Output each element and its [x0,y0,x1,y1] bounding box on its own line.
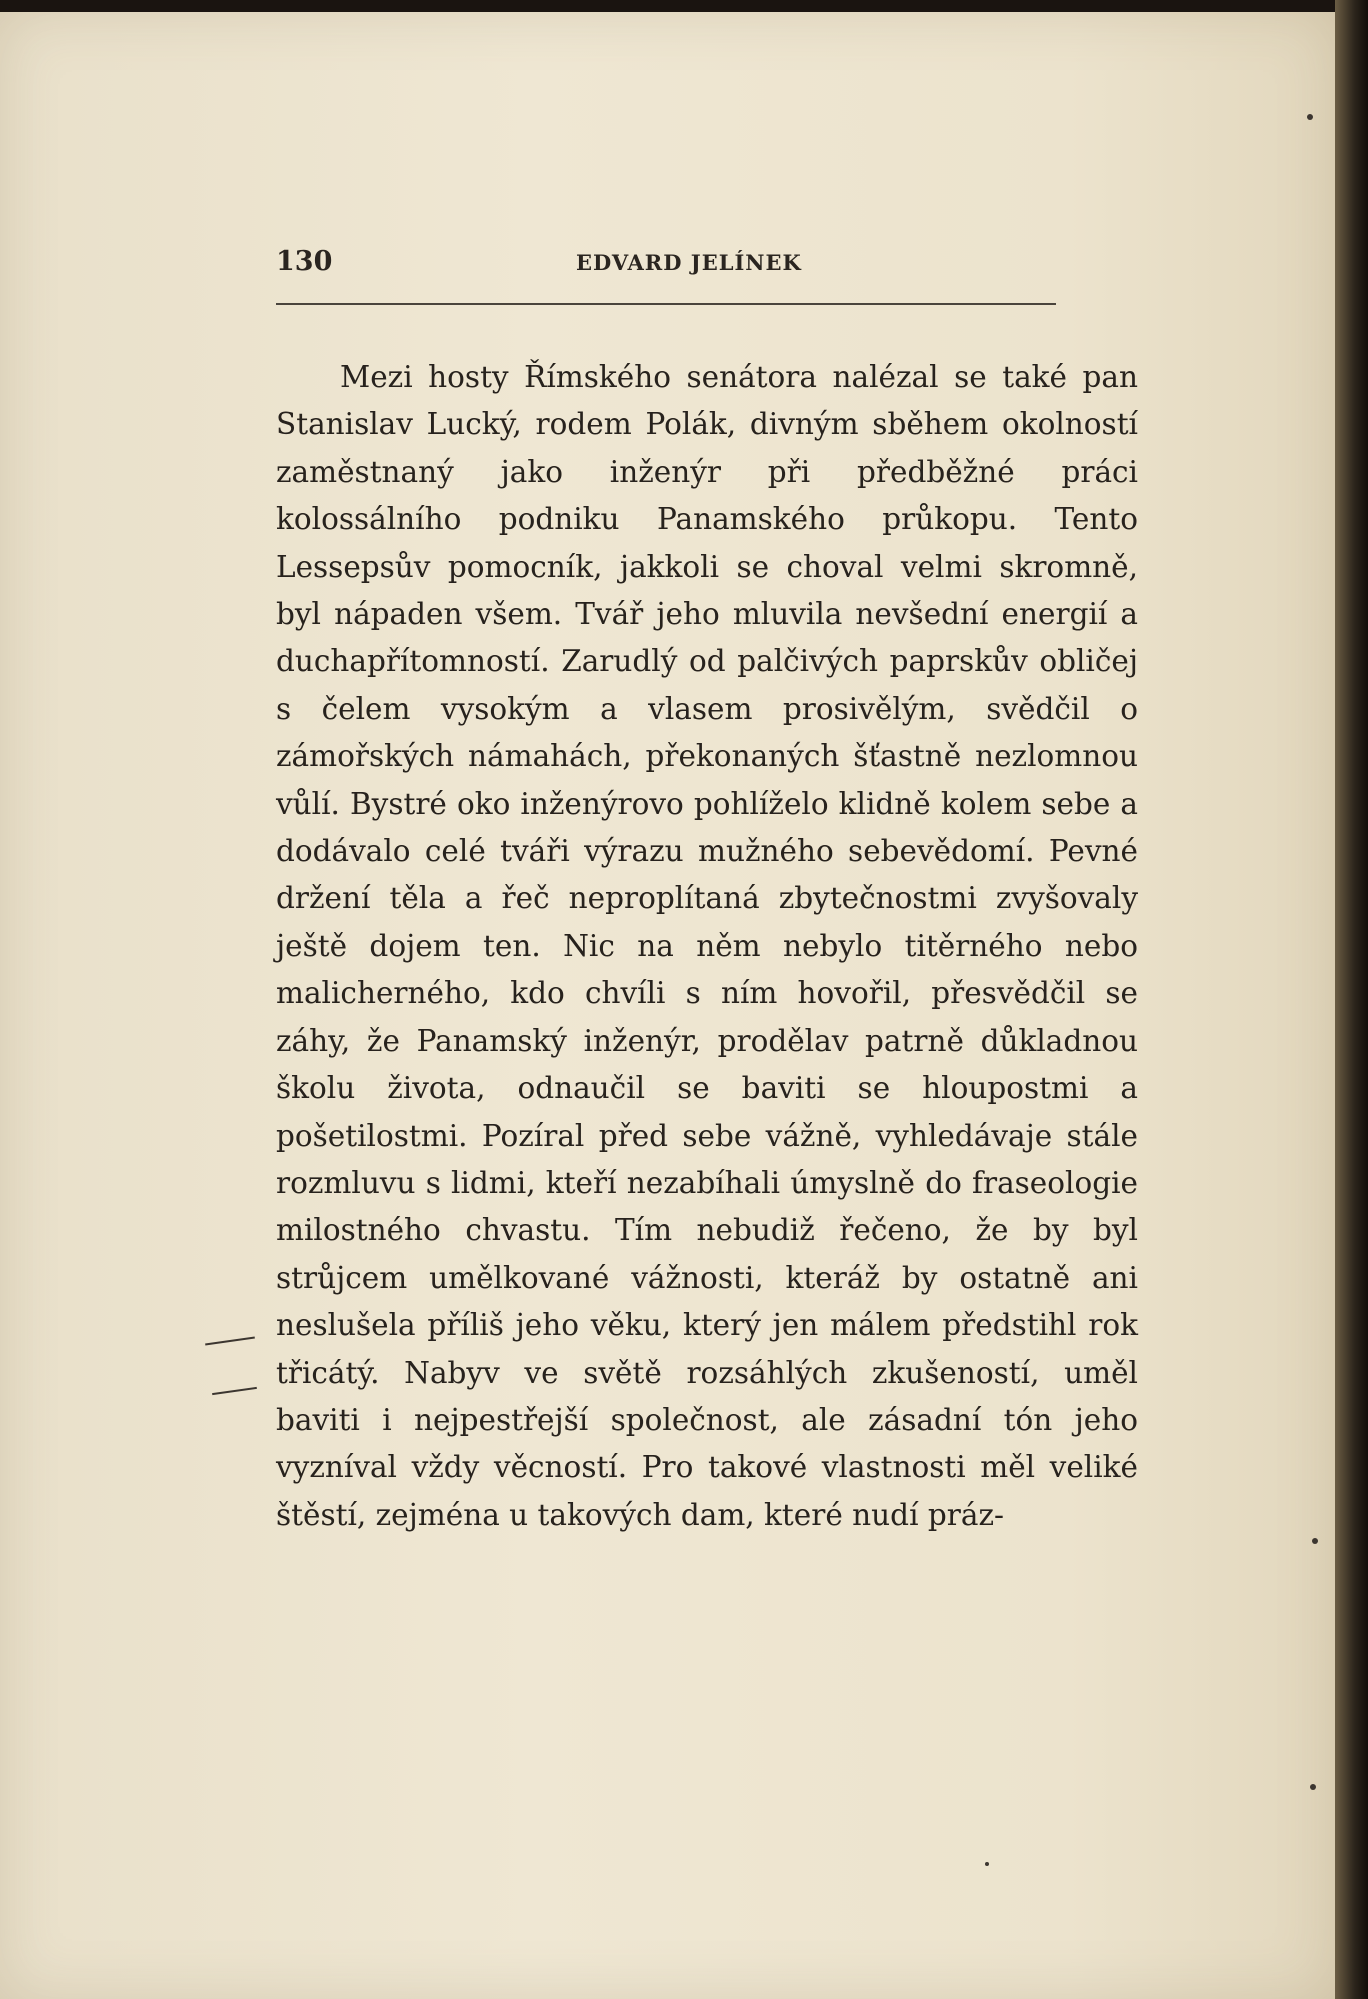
page-header [276,246,1056,286]
paper-speck [1307,114,1313,120]
paper-speck [985,1862,989,1866]
page-number: 130 [276,246,333,277]
paper-speck [1310,1784,1316,1790]
page-gutter [1335,0,1368,1999]
body-paragraph: Mezi hosty Římského senátora nalézal se také pan Stanislav Lucký, rodem Polák, divným sběhem okolností zaměstnaný jako inženýr při předběžné práci kolossálního podniku Panamského průkopu. Tento Lessepsův pomocník, jakkoli se choval velmi skromně, byl nápaden všem. Tvář jeho mluvila nevšední energií a duchapřítomností. Zarudlý od palčivých paprskův obličej s čelem vysokým a vlasem prosivělým, svědčil o zámořských námahách, překonaných šťastně nezlomnou vůlí. Bystré oko inženýrovo pohlíželo klidně kolem sebe a dodávalo celé tváři výrazu mužného sebevědomí. Pevné držení těla a řeč neproplítaná zbytečnostmi zvyšovaly ještě dojem ten. Nic na něm nebylo titěrného nebo malicherného, kdo chvíli s ním hovořil, přesvědčil se záhy, že Panamský inženýr, prodělav patrně důkladnou školu života, odnaučil se baviti se hloupostmi a pošetilostmi. Pozíral před sebe vážně, vyhledávaje stále rozmluvu s lidmi, kteří nezabíhali úmyslně do fraseologie milostného chvastu. Tím nebudiž řečeno, že by byl strůjcem umělkované vážnosti, kteráž by ostatně ani neslušela příliš jeho věku, který jen málem předstihl rok třicátý. Nabyv ve světě rozsáhlých zkušeností, uměl baviti i nejpestřejší společnost, ale zásadní tón jeho vyzníval vždy věcností. Pro takové vlastnosti měl veliké štěstí, zejména u takových dam, které nudí práz- [276,360,1138,1532]
header-rule [276,303,1056,305]
paper-speck [1312,1538,1318,1544]
running-head: EDVARD JELÍNEK [576,250,802,275]
